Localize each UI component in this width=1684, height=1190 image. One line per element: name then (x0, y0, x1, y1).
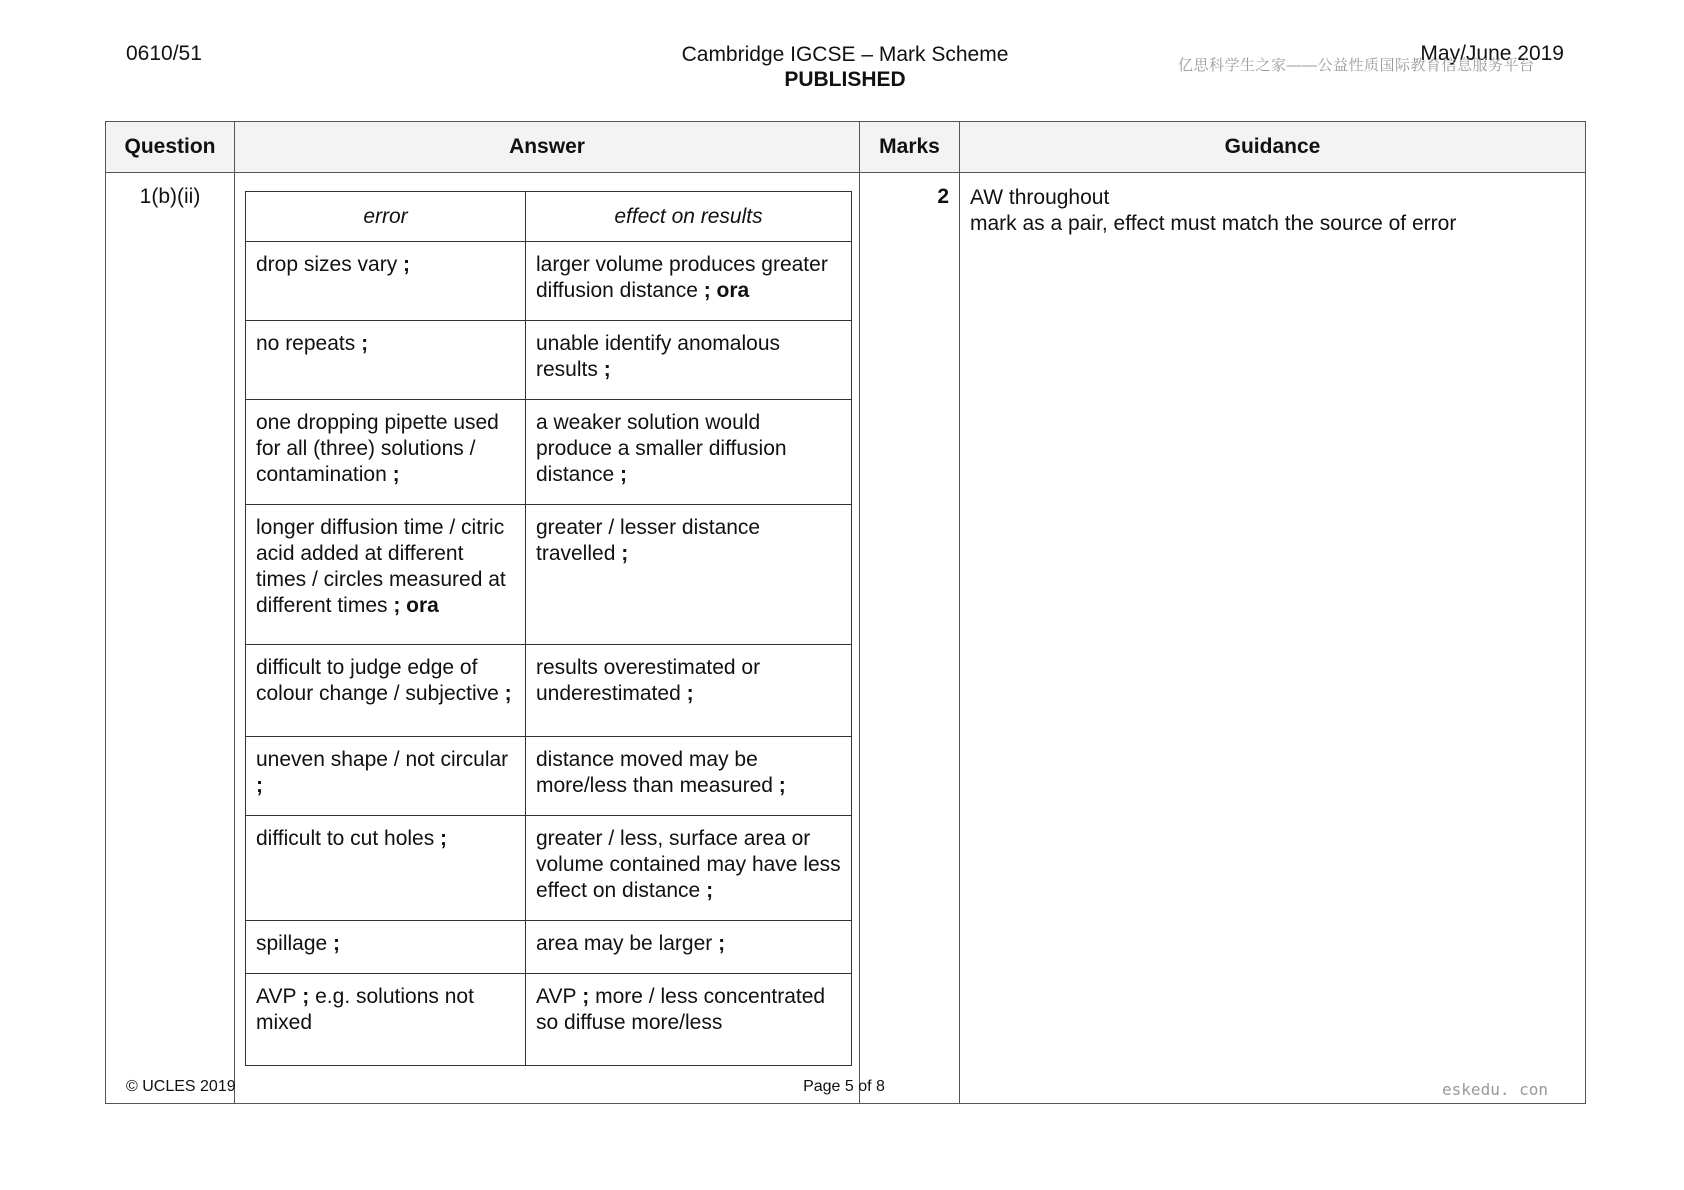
effect-text: results overestimated or underestimated (536, 656, 761, 705)
error-effect-row (246, 645, 852, 737)
inner-header-row (246, 192, 852, 242)
error-mark-separator: ; (355, 332, 369, 355)
page-number: Page 5 of 8 (803, 1078, 885, 1095)
error-text: difficult to cut holes (256, 827, 435, 850)
effect-cell (526, 974, 852, 1066)
effect-cell (526, 816, 852, 921)
guidance-line: mark as a pair, effect must match the source of error (970, 212, 1457, 235)
mark-scheme-table (105, 121, 1586, 1104)
effect-cell (526, 921, 852, 974)
error-mark-separator: ; (386, 463, 400, 486)
copyright: © UCLES 2019 (126, 1078, 236, 1095)
error-effect-row (246, 921, 852, 974)
error-effect-row (246, 242, 852, 321)
effect-text: area may be larger (536, 932, 713, 955)
error-cell (246, 321, 526, 400)
marks-value: 2 (860, 173, 960, 1104)
effect-mark-separator: ; (680, 682, 694, 705)
error-effect-row (246, 400, 852, 505)
guidance-cell (960, 173, 1586, 1104)
answer-cell (235, 173, 860, 1104)
effect-text: greater / less, surface area or volume contained may have less effect on distance (536, 827, 841, 902)
effect-mark-separator: ; (597, 358, 611, 381)
error-effect-row (246, 321, 852, 400)
guidance-header: Guidance (960, 122, 1586, 173)
error-cell (246, 921, 526, 974)
marks-header: Marks (860, 122, 960, 173)
error-effect-table (245, 191, 852, 1066)
document-title: Cambridge IGCSE – Mark Scheme (681, 43, 1009, 66)
exam-session: May/June 2019 (1420, 42, 1564, 65)
effect-mark-separator: ; (700, 879, 714, 902)
error-text: AVP (256, 985, 297, 1008)
question-row (106, 173, 1586, 1104)
error-text: one dropping pipette used for all (three) solutions / contamination (256, 411, 499, 486)
error-text: uneven shape / not circular (256, 748, 509, 771)
watermark-text: 亿思科学生之家——公益性质国际教育信息服务平台 (1178, 57, 1535, 74)
effect-mark-separator: ; (614, 463, 628, 486)
effect-mark-separator: ; (772, 774, 786, 797)
effect-text: a weaker solution would produce a smaller diffusion distance (536, 411, 787, 486)
error-mark-separator: ; (434, 827, 448, 850)
error-effect-row (246, 816, 852, 921)
effect-cell (526, 645, 852, 737)
error-mark-separator: ; (296, 985, 310, 1008)
error-cell (246, 816, 526, 921)
site-watermark: eskedu. con (1442, 1080, 1548, 1099)
effect-text: distance moved may be more/less than measured (536, 748, 773, 797)
error-cell (246, 242, 526, 321)
error-mark-separator: ; ora (393, 594, 439, 617)
error-effect-row (246, 505, 852, 645)
question-header: Question (106, 122, 235, 173)
error-cell (246, 974, 526, 1066)
error-column-header: error (246, 192, 526, 242)
document-title-block (600, 42, 1090, 92)
effect-text: larger volume produces greater diffusion distance (536, 253, 828, 302)
effect-cell (526, 242, 852, 321)
error-effect-row (246, 737, 852, 816)
error-cell (246, 505, 526, 645)
error-text: drop sizes vary (256, 253, 398, 276)
error-cell (246, 737, 526, 816)
effect-cell (526, 737, 852, 816)
error-text: spillage (256, 932, 328, 955)
effect-text: unable identify anomalous results (536, 332, 781, 381)
effect-mark-separator: ; ora (697, 279, 750, 302)
effect-cell (526, 400, 852, 505)
effect-text: AVP (536, 985, 577, 1008)
guidance-line: AW throughout (970, 186, 1110, 209)
paper-code: 0610/51 (126, 42, 202, 65)
answer-header: Answer (235, 122, 860, 173)
effect-mark-separator: ; (712, 932, 726, 955)
error-mark-separator: ; (498, 682, 512, 705)
effect-cell (526, 321, 852, 400)
error-mark-separator: ; (327, 932, 341, 955)
effect-column-header: effect on results (526, 192, 852, 242)
effect-mark-separator: ; (576, 985, 590, 1008)
header-row (106, 122, 1586, 173)
error-text: no repeats (256, 332, 356, 355)
error-cell (246, 645, 526, 737)
error-mark-separator: ; (256, 774, 263, 797)
effect-cell (526, 505, 852, 645)
error-cell (246, 400, 526, 505)
question-number: 1(b)(ii) (106, 173, 235, 1104)
suffix-rest-text: e.g. solutions not mixed (256, 985, 474, 1034)
error-text: longer diffusion time / citric acid added at different times / circles measured at different times (256, 516, 506, 617)
effect-text: greater / lesser distance travelled (536, 516, 761, 565)
suffix-rest-text: more / less concentrated so diffuse more/less (536, 985, 826, 1034)
publication-status: PUBLISHED (784, 68, 906, 91)
error-effect-row (246, 974, 852, 1066)
error-mark-separator: ; (397, 253, 411, 276)
effect-mark-separator: ; (615, 542, 629, 565)
error-text: difficult to judge edge of colour change / subjective (256, 656, 499, 705)
